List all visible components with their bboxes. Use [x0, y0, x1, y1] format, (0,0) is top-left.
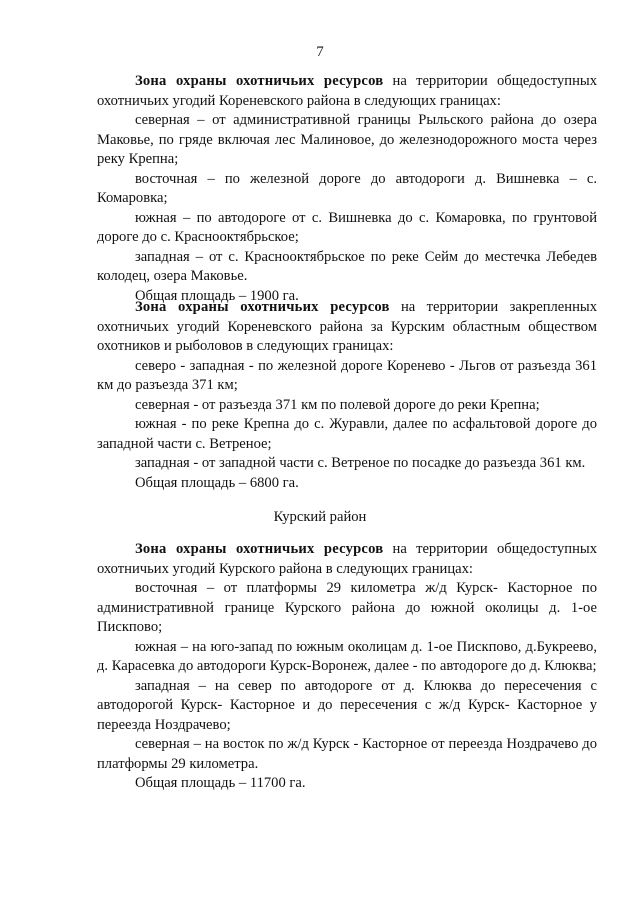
section-intro-text: на территории общедоступных охотничьих угодий Курского района в следующих границах: — [97, 541, 597, 577]
boundary-east: восточная – от платформы 29 километра ж/д Курск- Касторное по административной границе Курского района до южной околицы д. 1-ое Пискпово; — [97, 580, 597, 635]
boundary-south: южная – на юго-запад по южным околицам д. 1-ое Пискпово, д.Букреево, д. Карасевка до автодороги Курск-Воронеж, далее - по автодороге до д. Клюква; — [97, 638, 597, 674]
boundary-north: северная - от разъезда 371 км по полевой дороге до реки Крепна; — [135, 396, 540, 413]
boundary-west: западная – от с. Краснооктябрьское по реке Сейм до местечка Лебедев колодец, озера Маковье. — [97, 248, 597, 284]
boundary-east: восточная – по железной дороге до автодороги д. Вишневка – с. Комаровка; — [97, 170, 597, 206]
section-title: Зона охраны охотничьих ресурсов — [135, 73, 384, 89]
section-intro — [97, 298, 597, 357]
section-title: Зона охраны охотничьих ресурсов — [135, 541, 384, 557]
boundary-south: южная - по реке Крепна до с. Журавли, далее по асфальтовой дороге до западной части с. Ветреное; — [97, 416, 597, 452]
page-number: 7 — [316, 44, 324, 60]
section-title: Зона охраны охотничьих ресурсов — [135, 299, 390, 315]
boundary-north: северная – от административной границы Рыльского района до озера Маковье, по гряде включая лес Малиновое, до железнодорожного моста через реку Крепна; — [97, 112, 597, 167]
boundary-northwest: северо - западная - по железной дороге Коренево - Льгов от разъезда 361 км до разъезда 371 км; — [97, 357, 597, 393]
section-korenevsky-assigned — [97, 298, 597, 493]
boundary-north: северная – на восток по ж/д Курск - Касторное от переезда Ноздрачево до платформы 29 километра. — [97, 736, 597, 772]
total-area: Общая площадь – 6800 га. — [135, 474, 299, 491]
section-intro-text: на территории закрепленных охотничьих угодий Кореневского района за Курским областным обществом охотников и рыболовов в следующих границах: — [97, 299, 597, 354]
section-intro — [97, 540, 597, 579]
boundary-south: южная – по автодороге от с. Вишневка до с. Комаровка, по грунтовой дороге до с. Краснооктябрьское; — [97, 209, 597, 245]
district-heading: Курский район — [273, 509, 367, 525]
boundary-west: западная - от западной части с. Ветреное по посадке до разъезда 361 км. — [135, 455, 586, 471]
total-area: Общая площадь – 11700 га. — [135, 775, 306, 791]
section-intro-text: на территории общедоступных охотничьих угодий Кореневского района в следующих границах: — [97, 73, 597, 109]
boundary-west: западная – на север по автодороге от д. Клюква до пересечения с автодорогой Курск- Касторное и до пересечения с ж/д Курск- Касторное у переезда Ноздрачево; — [97, 677, 597, 733]
section-kursky-public — [97, 540, 597, 794]
section-intro — [97, 72, 597, 111]
section-korenevsky-public — [97, 72, 597, 306]
total-area: Общая площадь – 1900 га. — [135, 287, 299, 304]
